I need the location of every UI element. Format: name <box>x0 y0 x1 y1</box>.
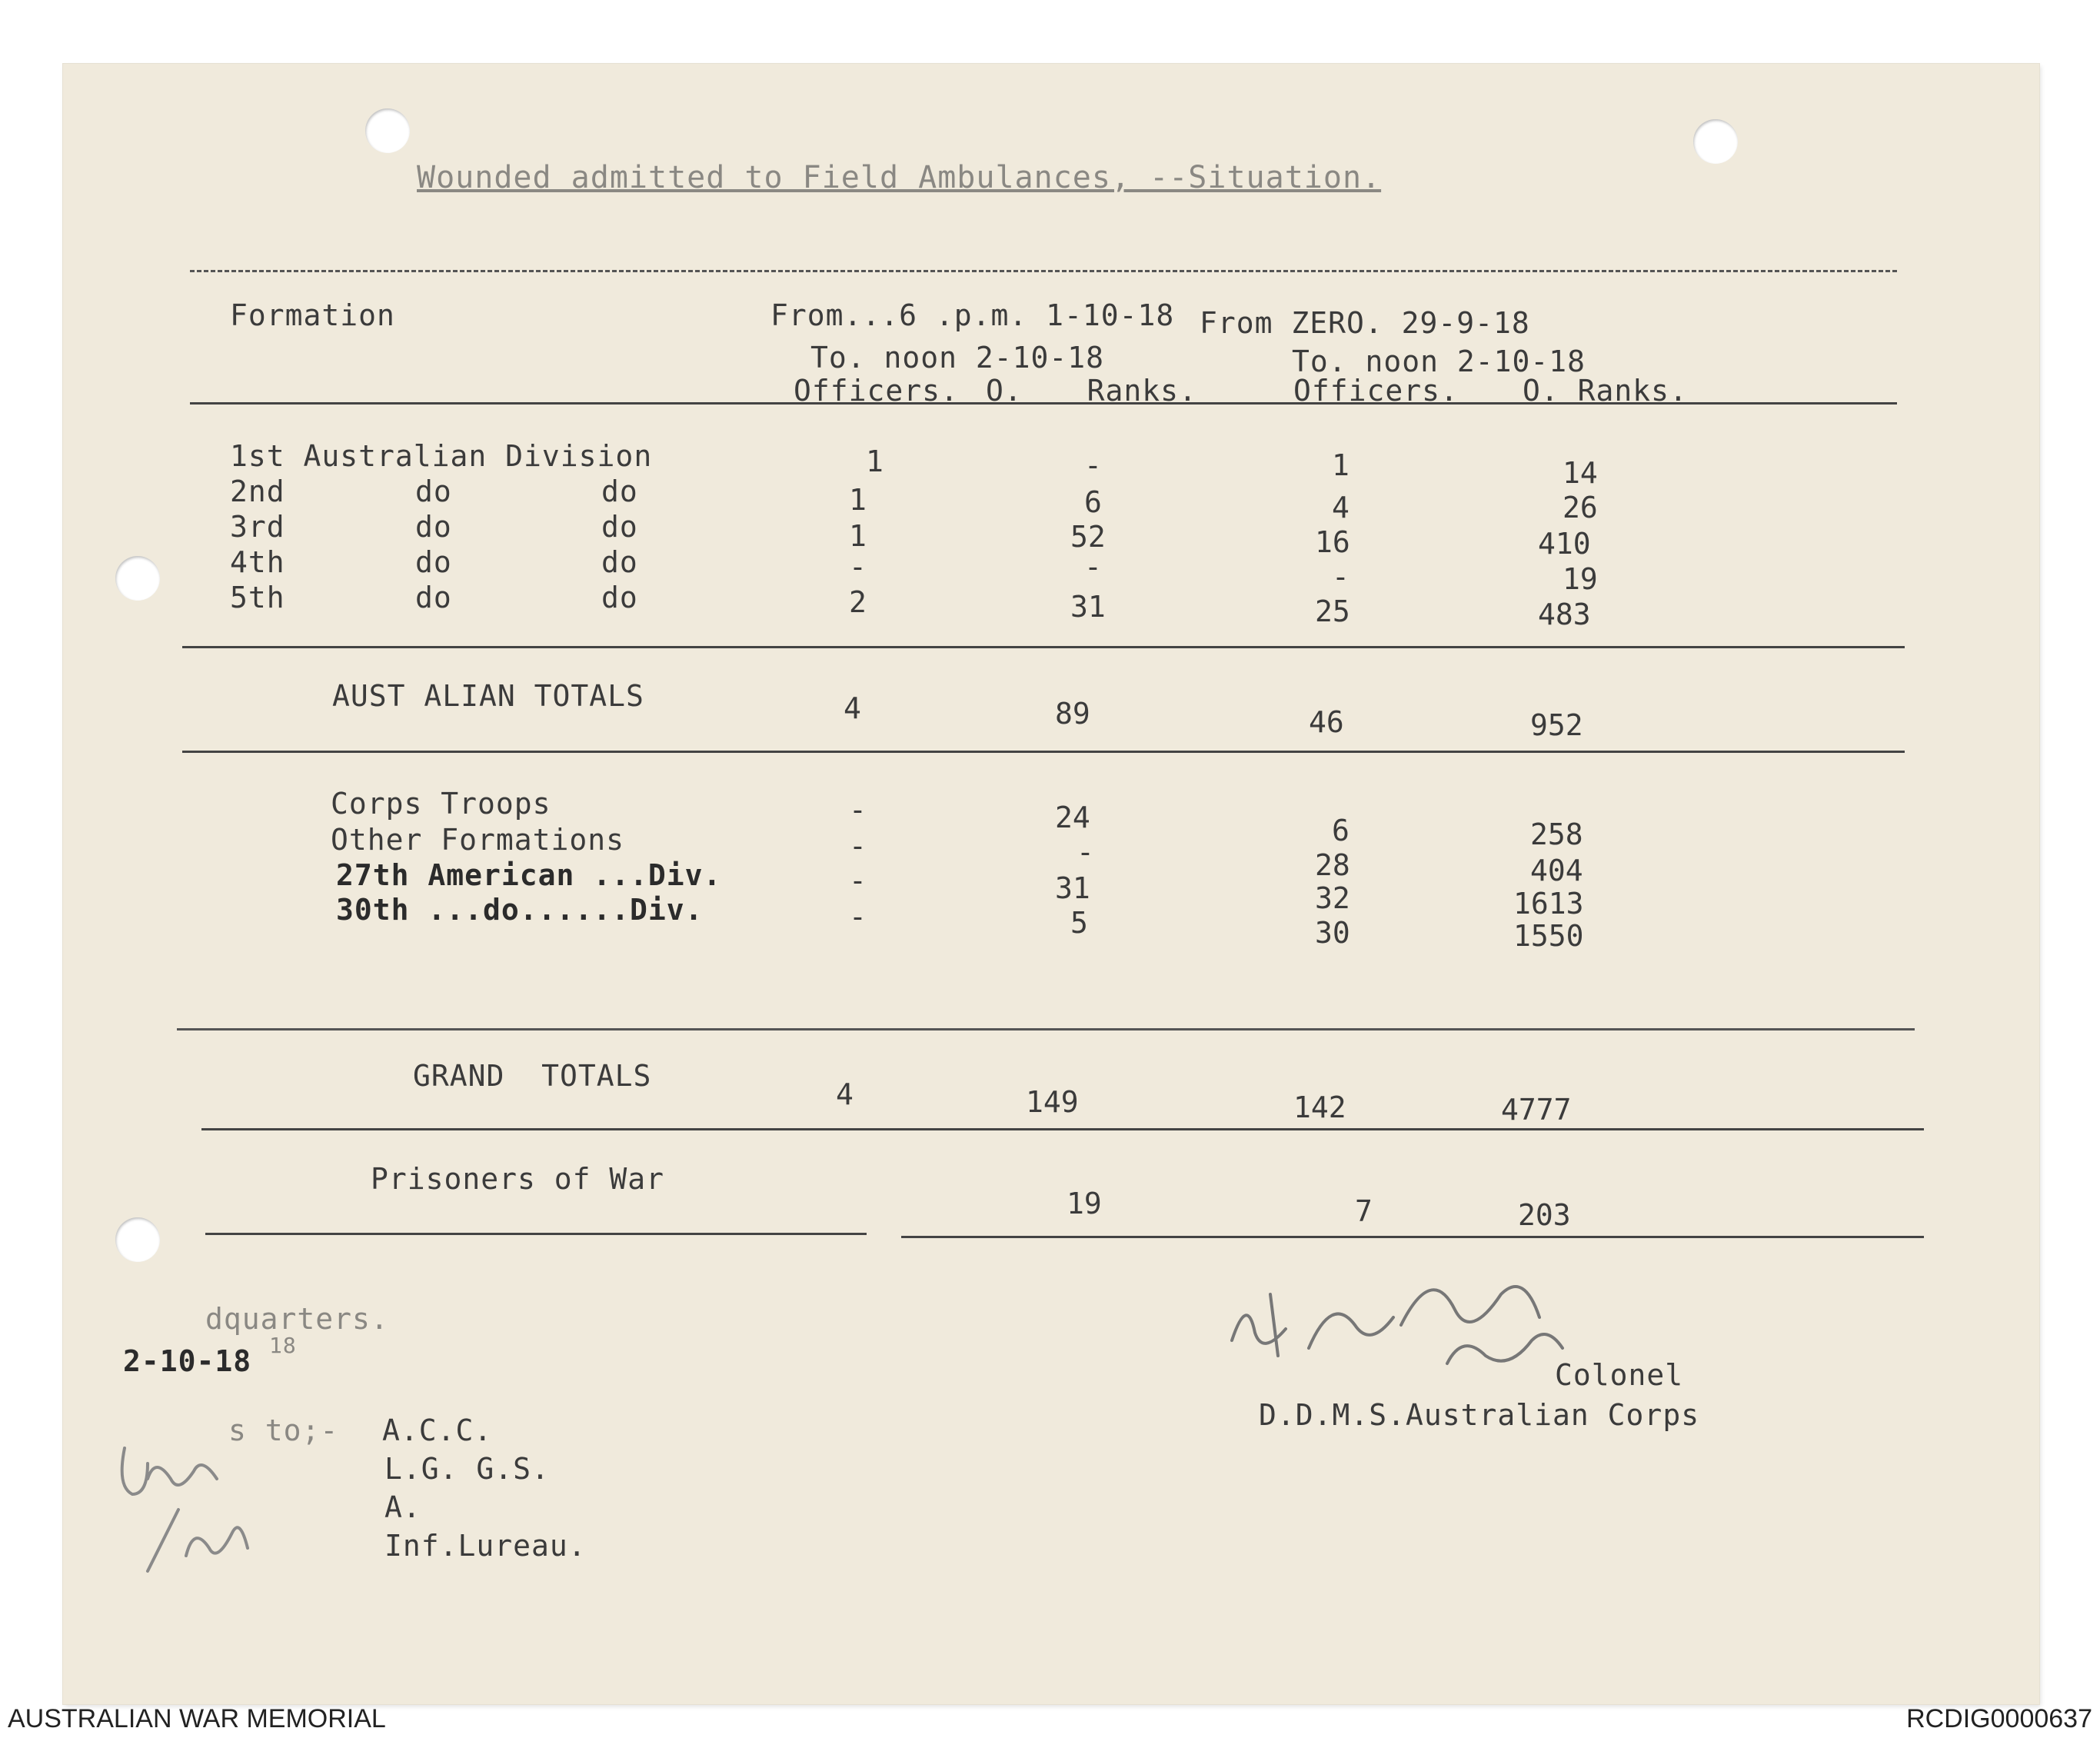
archive-id: RCDIG0000637 <box>1906 1704 2092 1733</box>
header-period1-from: From...6 .p.m. 1-10-18 <box>770 298 1175 332</box>
document-page <box>63 64 2039 1704</box>
header-period2-from: From ZERO. 29-9-18 <box>1200 306 1530 340</box>
punch-hole-bottom-left <box>115 1217 160 1262</box>
recipient-4: Inf.Lureau. <box>384 1529 587 1563</box>
aust-totals-off1: 4 <box>844 691 861 725</box>
punch-hole-top-left <box>365 108 410 153</box>
prisoners-label: Prisoners of War <box>371 1162 665 1196</box>
other-row-3-off1: - <box>849 864 867 897</box>
recipient-2: L.G. G.S. <box>384 1452 550 1486</box>
punch-hole-top-right <box>1693 119 1738 164</box>
date-text: 2-10-18 <box>123 1344 252 1378</box>
grand-totals-rk1: 149 <box>1026 1085 1079 1119</box>
prisoners-rk1: 19 <box>1067 1187 1102 1220</box>
signatory-position: D.D.M.S.Australian Corps <box>1259 1398 1700 1432</box>
other-row-4-rk1: 5 <box>1070 906 1088 940</box>
row-4-off2: - <box>1332 560 1350 594</box>
row-2-do-2: do <box>601 474 638 508</box>
row-2-off2: 4 <box>1332 491 1350 524</box>
row-4-label: 4th <box>230 545 285 579</box>
divider-header <box>190 402 1897 405</box>
row-2-off1: 1 <box>849 483 867 517</box>
row-4-rk2: 19 <box>1563 562 1598 596</box>
row-4-do-2: do <box>601 545 638 579</box>
header-period1-to: To. noon 2-10-18 <box>810 341 1105 375</box>
header-formation: Formation <box>230 298 395 332</box>
other-row-2-off1: - <box>849 829 867 863</box>
other-row-1-rk2: 258 <box>1530 817 1583 851</box>
row-5-do-2: do <box>601 581 638 614</box>
other-row-4-off1: - <box>849 900 867 934</box>
divider-prisoners-right <box>901 1236 1924 1238</box>
other-row-4-off2: 30 <box>1315 916 1350 950</box>
other-row-4-label: 30th ...do......Div. <box>336 893 704 927</box>
grand-totals-label: GRAND TOTALS <box>413 1059 652 1093</box>
row-4-off1: - <box>849 550 867 584</box>
header-ranks-1: O. Ranks. <box>986 374 1197 408</box>
grand-totals-off1: 4 <box>836 1077 854 1111</box>
row-1-off2: 1 <box>1332 448 1350 482</box>
row-2-rk2: 26 <box>1563 491 1598 524</box>
row-5-do: do <box>415 581 452 614</box>
handwritten-signature <box>1216 1248 1647 1402</box>
header-officers-1: Officers. <box>794 374 959 408</box>
other-row-1-rk1: 24 <box>1055 801 1090 834</box>
row-5-off1: 2 <box>849 585 867 619</box>
other-row-1-label: Corps Troops <box>331 787 551 821</box>
recipient-3: A. <box>384 1490 421 1524</box>
row-4-do: do <box>415 545 452 579</box>
other-row-4-rk2: 1550 <box>1513 919 1584 953</box>
aust-totals-off2: 46 <box>1309 705 1344 739</box>
divider-top <box>190 270 1897 272</box>
row-3-do-2: do <box>601 510 638 544</box>
row-1-label: 1st Australian Division <box>230 439 653 473</box>
other-row-2-rk1: - <box>1077 835 1094 869</box>
handwritten-initials <box>102 1417 301 1602</box>
row-1-rk1: - <box>1084 448 1102 482</box>
other-row-2-off2: 28 <box>1315 848 1350 882</box>
other-row-3-label: 27th American ...Div. <box>336 858 722 892</box>
copies-to-label: s to;- <box>228 1413 339 1447</box>
aust-totals-label: AUST ALIAN TOTALS <box>332 679 644 713</box>
row-3-rk2: 410 <box>1538 527 1591 561</box>
grand-totals-rk2: 4777 <box>1501 1093 1572 1127</box>
row-1-off1: 1 <box>866 444 884 478</box>
row-3-off1: 1 <box>849 519 867 553</box>
row-5-rk1: 31 <box>1070 590 1106 624</box>
divider-prisoners-left <box>205 1233 867 1235</box>
row-4-rk1: - <box>1084 550 1102 584</box>
row-3-label: 3rd <box>230 510 285 544</box>
header-ranks-2: O. Ranks. <box>1523 374 1688 408</box>
row-2-do: do <box>415 474 452 508</box>
prisoners-rk2: 203 <box>1518 1198 1571 1232</box>
row-3-do: do <box>415 510 452 544</box>
grand-totals-off2: 142 <box>1293 1090 1346 1124</box>
other-row-2-label: Other Formations <box>331 823 625 857</box>
header-period2-to: To. noon 2-10-18 <box>1292 345 1586 378</box>
divider-other <box>177 1028 1915 1030</box>
divider-aust-totals <box>182 751 1905 753</box>
row-2-label: 2nd <box>230 474 285 508</box>
recipient-1: A.C.C. <box>382 1413 493 1447</box>
row-3-off2: 16 <box>1315 525 1350 559</box>
aust-totals-rk2: 952 <box>1530 708 1583 742</box>
header-officers-2: Officers. <box>1293 374 1459 408</box>
other-row-3-rk2: 1613 <box>1513 887 1584 921</box>
headquarters-text: dquarters. <box>205 1302 389 1336</box>
divider-divisions <box>182 646 1905 648</box>
other-row-3-off2: 32 <box>1315 881 1350 915</box>
aust-totals-rk1: 89 <box>1055 697 1090 731</box>
other-row-2-rk2: 404 <box>1530 854 1583 887</box>
other-row-1-off1: - <box>849 793 867 827</box>
row-1-rk2: 14 <box>1563 456 1598 490</box>
archive-label: AUSTRALIAN WAR MEMORIAL <box>8 1704 386 1733</box>
divider-grand-totals <box>201 1128 1924 1130</box>
punch-hole-middle-left <box>115 556 160 601</box>
document-title: Wounded admitted to Field Ambulances, --Situation. <box>417 160 1382 195</box>
row-5-off2: 25 <box>1315 594 1350 628</box>
row-5-rk2: 483 <box>1538 598 1591 631</box>
date-superscript: 18 <box>269 1333 297 1358</box>
other-row-1-off2: 6 <box>1332 814 1350 847</box>
row-5-label: 5th <box>230 581 285 614</box>
row-3-rk1: 52 <box>1070 520 1106 554</box>
signatory-rank: Colonel <box>1555 1358 1684 1392</box>
prisoners-off2: 7 <box>1355 1194 1373 1228</box>
row-2-rk1: 6 <box>1084 485 1102 519</box>
other-row-3-rk1: 31 <box>1055 871 1090 905</box>
